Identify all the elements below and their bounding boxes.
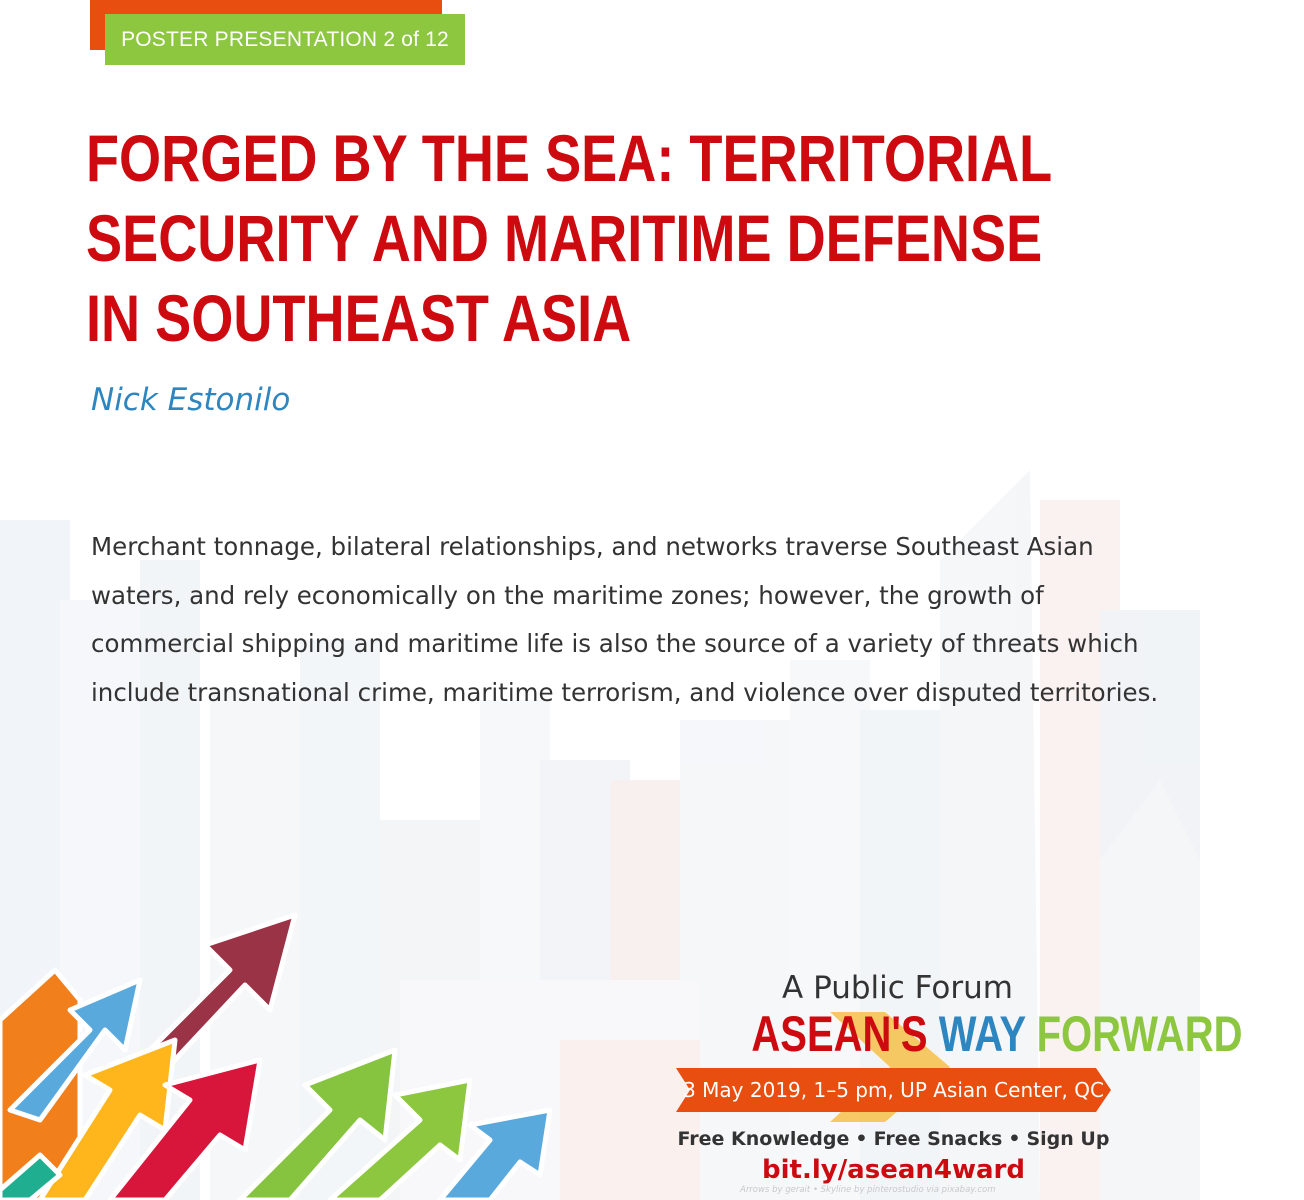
abstract-paragraph: Merchant tonnage, bilateral relationships, and networks traverse Southeast Asian waters, and rely economically on the maritime zones; however, the growth of commercial shipping and maritime life is also the source of a variety of threats which include transnational crime, maritime terrorism, and violence over disputed territories. xyxy=(91,532,1159,707)
poster-title-line-3: IN SOUTHEAST ASIA xyxy=(86,281,632,355)
poster-presentation-tag: POSTER PRESENTATION 2 of 12 xyxy=(105,14,465,65)
forum-title-word-way: WAY xyxy=(938,1006,1026,1062)
cta-separator: • xyxy=(855,1128,868,1150)
cta-free-snacks: Free Snacks xyxy=(873,1128,1003,1150)
image-credit: Arrows by gerait • Skyline by pinterostudio via pixabay.com xyxy=(740,1185,996,1195)
cta-sign-up: Sign Up xyxy=(1026,1128,1110,1150)
cta-free-knowledge: Free Knowledge xyxy=(677,1128,850,1150)
event-date-banner xyxy=(676,1068,1111,1112)
event-date-text: 3 May 2019, 1–5 pm, UP Asian Center, QC xyxy=(683,1078,1104,1102)
forum-title-word-asean: ASEAN'S xyxy=(751,1006,928,1062)
author-name: Nick Estonilo xyxy=(91,382,291,418)
cta-separator: • xyxy=(1008,1128,1021,1150)
poster-title-line-1: FORGED BY THE SEA: TERRITORIAL xyxy=(86,121,1053,195)
poster-title xyxy=(86,118,1053,358)
poster-title-line-2: SECURITY AND MARITIME DEFENSE xyxy=(86,201,1043,275)
forum-subtitle: A Public Forum xyxy=(782,970,1013,1006)
rising-arrows-illustration xyxy=(0,900,560,1200)
signup-link[interactable]: bit.ly/asean4ward xyxy=(762,1155,1025,1185)
forum-title-word-forward: FORWARD xyxy=(1036,1006,1243,1062)
forum-title xyxy=(690,1006,1243,1062)
